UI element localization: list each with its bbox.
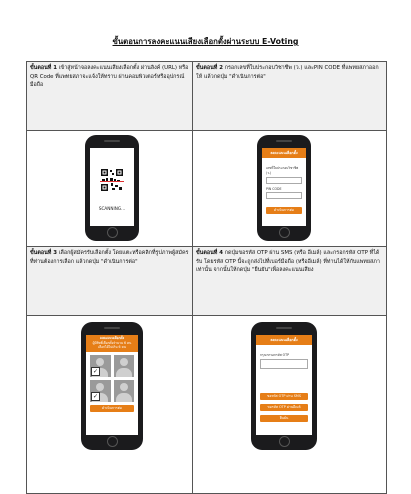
steps-table	[26, 61, 387, 494]
checkmark-icon: ✓	[92, 392, 99, 400]
step-4-label: ขั้นตอนที่ 4	[196, 250, 223, 256]
step-1-label: ขั้นตอนที่ 1	[30, 65, 57, 71]
request-otp-email-button[interactable]: ขอรหัส OTP ผ่านอีเมล์	[260, 404, 308, 411]
step-4-desc: กดปุ่มขอรหัส OTP ผ่าน SMS (หรือ อีเมล์) และกรอกรหัส OTP ที่ได้รับ โดยรหัส OTP นี้จะถูกส่งไปที่เบอร์มือถือ (หรืออีเมล์) ที่ท่านได้ให้กับแพทยสภาเท่านั้น จากนั้นให้กดปุ่ม "ยืนยัน"เพื่อลงคะแนนเสียง	[196, 250, 380, 274]
app-header-sub2: เลือกได้ไม่เกิน 6 คน	[98, 345, 126, 349]
confirm-button[interactable]: ยืนยัน	[260, 415, 308, 422]
step-4-image	[193, 316, 387, 494]
step-2-label: ขั้นตอนที่ 2	[196, 65, 223, 71]
phone-mockup	[81, 322, 143, 450]
pin-label: PIN CODE	[266, 187, 282, 191]
phone-screen	[256, 335, 312, 435]
phone-screen	[86, 335, 138, 435]
candidate-photo[interactable]	[114, 355, 135, 377]
step-1-text	[27, 62, 193, 131]
step-3-label: ขั้นตอนที่ 3	[30, 250, 57, 256]
phone-screen	[262, 148, 306, 226]
candidate-photo[interactable]	[90, 380, 111, 402]
phone-mockup	[257, 135, 311, 241]
step-2-text	[193, 62, 387, 131]
candidate-photo[interactable]	[114, 380, 135, 402]
phone-screen	[90, 148, 134, 226]
scanning-label: SCANNING...	[98, 206, 126, 211]
step-2-desc: กรอกเลขที่ใบประกอบวิชาชีพ (ว.) และPIN CODE ที่แพทยสภาออกให้ แล้วกดปุ่ม "ดำเนินการต่อ"	[196, 65, 379, 80]
step-3-desc: เลือกผู้สมัครรับเลือกตั้ง โดยแตะหรือคลิกที่รูปภาพผู้สมัครที่ท่านต้องการเลือก แล้วกดปุ่ม "ดำเนินการต่อ"	[30, 250, 189, 265]
app-header-sub1: ผู้มีสิทธิ์เลือกตั้งจำนวน 6 คน	[92, 340, 132, 345]
scan-line	[100, 181, 124, 182]
step-1-image	[27, 131, 193, 247]
app-header-title: ลงคะแนนเลือกตั้ง	[99, 336, 125, 340]
step-3-text	[27, 247, 193, 316]
phone-mockup	[85, 135, 139, 241]
continue-button[interactable]: ดำเนินการต่อ	[266, 207, 302, 214]
app-header: ลงคะแนนเลือกตั้ง	[262, 148, 306, 158]
checkmark-icon: ✓	[92, 367, 99, 375]
candidate-grid	[90, 355, 134, 402]
license-input[interactable]	[266, 177, 302, 184]
app-header	[86, 335, 138, 352]
request-otp-sms-button[interactable]: ขอรหัส OTP ผ่าน SMS	[260, 393, 308, 400]
otp-label: กรุณากรอกรหัส OTP	[260, 353, 290, 357]
step-2-image	[193, 131, 387, 247]
step-1-desc: เข้าสู่หน้าจอลงคะแนนเสียงเลือกตั้ง ผ่านลิงค์ (URL) หรือ QR Code ที่แพทยสภาจะแจ้งให้ทราบ ผ่านคอมพิวเตอร์หรืออุปกรณ์มือถือ	[30, 65, 189, 89]
otp-input[interactable]	[260, 359, 308, 369]
app-header: ลงคะแนนเลือกตั้ง	[256, 335, 312, 345]
qr-code-icon	[100, 168, 124, 192]
phone-mockup	[251, 322, 317, 450]
pin-input[interactable]	[266, 192, 302, 199]
continue-button[interactable]: ดำเนินการต่อ	[90, 405, 134, 412]
step-4-text	[193, 247, 387, 316]
license-label: เลขที่ใบประกอบวิชาชีพ (ว.)	[266, 166, 299, 175]
step-3-image	[27, 316, 193, 494]
candidate-photo[interactable]	[90, 355, 111, 377]
page-title: ขั้นตอนการลงคะแนนเสียงเลือกตั้งผ่านระบบ E-Voting	[112, 37, 299, 46]
